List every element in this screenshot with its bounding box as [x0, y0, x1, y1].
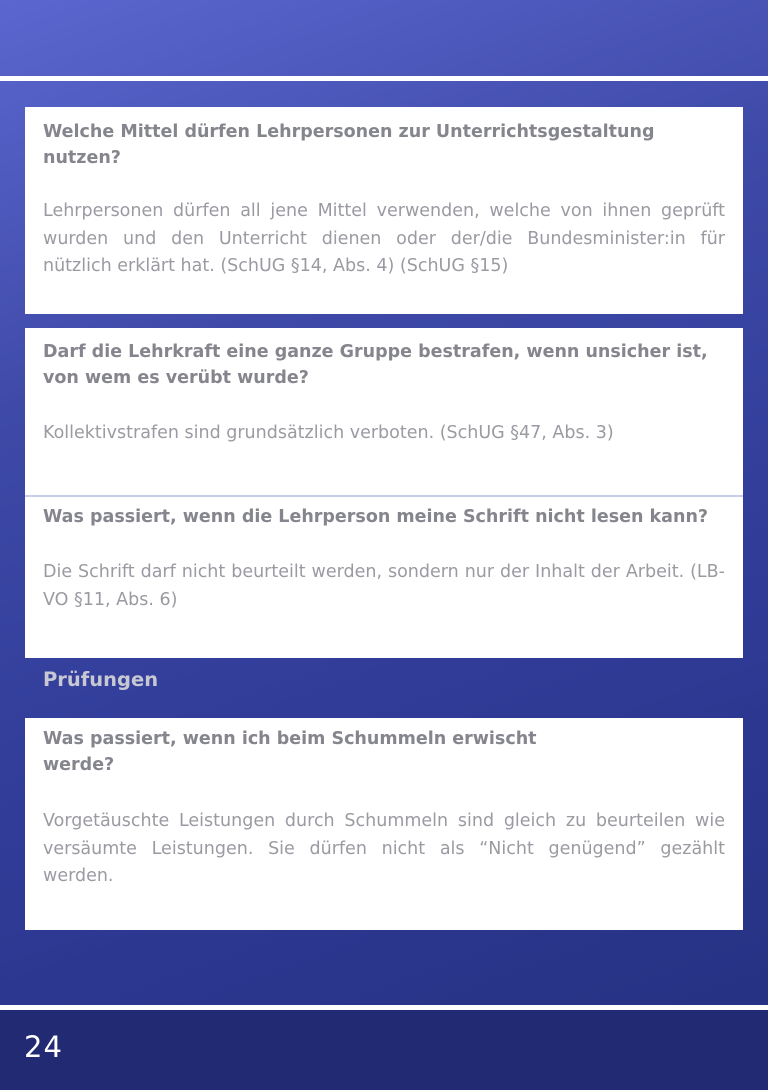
faq-question: Was passiert, wenn die Lehrperson meine Schrift nicht lesen kann? [43, 507, 709, 527]
footer-band [0, 1010, 768, 1090]
faq-question: Was passiert, wenn ich beim Schummeln erwischt werde? [43, 729, 537, 775]
faq-answer: Die Schrift darf nicht beurteilt werden, sondern nur der Inhalt der Arbeit. (LB-VO §11, Abs. 6) [43, 562, 725, 610]
section-heading-exams: Prüfungen [43, 668, 159, 691]
faq-answer: Kollektivstrafen sind grundsätzlich verboten. (SchUG §47, Abs. 3) [43, 423, 614, 443]
faq-answer: Vorgetäuschte Leistungen durch Schummeln sind gleich zu beurteilen wie versäumte Leistungen. Sie dürfen nicht als “Nicht genügend” gezählt werden. [43, 811, 725, 886]
faq-card-handwriting [25, 497, 743, 658]
header-divider [0, 76, 768, 81]
faq-card-cheating [25, 718, 743, 930]
faq-question: Welche Mittel dürfen Lehrpersonen zur Unterrichtsgestaltung nutzen? [43, 122, 655, 168]
faq-question: Darf die Lehrkraft eine ganze Gruppe bestrafen, wenn unsicher ist, von wem es verübt wurde? [43, 342, 708, 388]
page-number: 24 [24, 1030, 63, 1064]
faq-answer: Lehrpersonen dürfen all jene Mittel verwenden, welche von ihnen geprüft wurden und den Unterricht dienen oder der/die Bundesminister:in für nützlich erklärt hat. (SchUG §14, Abs. 4) (SchUG §15) [43, 201, 725, 276]
faq-card-collective-punishment [25, 328, 743, 495]
faq-card-teaching-materials [25, 107, 743, 314]
header-band [0, 0, 768, 76]
